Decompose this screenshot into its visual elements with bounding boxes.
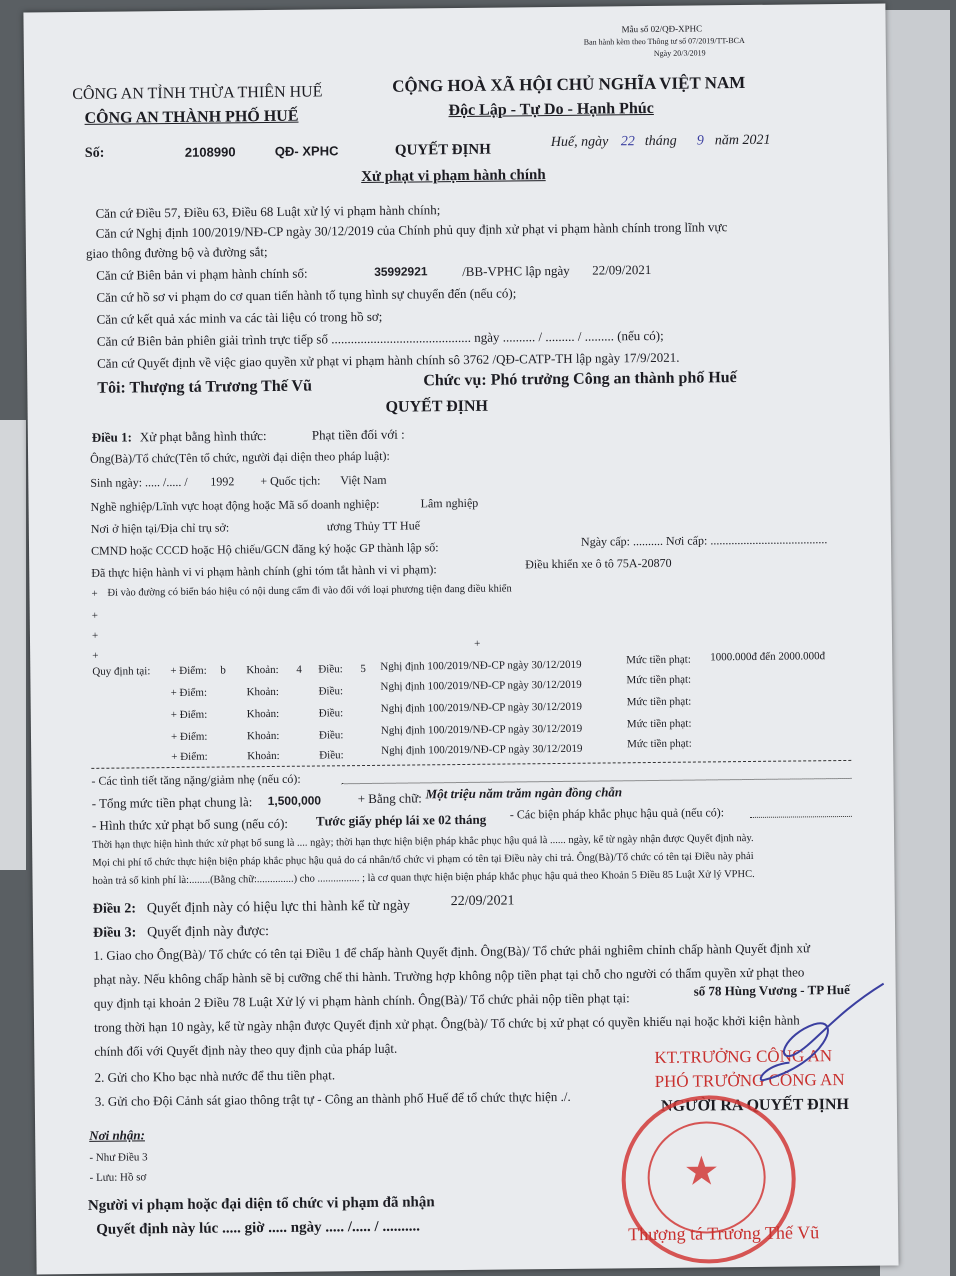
nationality-label: + Quốc tịch: xyxy=(260,473,321,489)
diem-label: + Điểm: xyxy=(170,664,207,678)
address-label: Nơi ở hiện tại/Địa chỉ trụ sở: xyxy=(90,520,230,536)
khoan-label: Khoản: xyxy=(246,685,279,699)
article-3-line-5: chính đối với Quyết định này theo quy định của pháp luật. xyxy=(94,1040,398,1059)
signer-name: Thượng tá Trương Thế Vũ xyxy=(628,1222,820,1245)
total-fine-label: - Tổng mức tiền phạt chung là: xyxy=(91,794,253,811)
article-2-label: Điều 2: xyxy=(92,901,137,917)
violation-vehicle: Điều khiển xe ô tô 75A-20870 xyxy=(525,555,672,572)
basis-5: Căn cứ kết quả xác minh va các tài liệu có trong hồ sơ; xyxy=(96,308,383,327)
basis-3-label: Căn cứ Biên bản vi phạm hành chính số: xyxy=(96,265,308,283)
national-motto: CỘNG HOÀ XÃ HỘI CHỦ NGHĨA VIỆT NAM xyxy=(392,72,746,96)
receipt-line-2: Quyết định này lúc ..... giờ ..... ngày ..... /..... / .......... xyxy=(96,1218,421,1238)
recipients-label: Nơi nhận: xyxy=(89,1127,146,1143)
officer-name: Tôi: Thượng tá Trương Thế Vũ xyxy=(97,377,313,397)
fine-range-label: Mức tiền phạt: xyxy=(626,695,692,709)
recipient-2: - Lưu: Hồ sơ xyxy=(89,1171,147,1184)
fine-range-label: Mức tiền phạt: xyxy=(626,673,692,687)
khoan-label: Khoản: xyxy=(247,749,280,763)
article-1-form: Xử phạt bằng hình thức: xyxy=(139,428,267,445)
violation-label: Đã thực hiện hành vi vi phạm hành chính (ghi tóm tắt hành vi vi phạm): xyxy=(91,562,437,580)
additional-penalty-value: Tước giấy phép lái xe 02 tháng xyxy=(315,811,487,829)
cost-line-1: Mọi chi phí tổ chức thực hiện biện pháp khắc phục hậu quả do cá nhân/tổ chức vi phạm có tên tại Điều này chi trả. Ông(Bà)/Tổ chức có tên tại Điều này phải xyxy=(92,850,754,869)
decree-ref: Nghị định 100/2019/NĐ-CP ngày 30/12/2019 xyxy=(380,658,582,673)
article-1-label: Điều 1: xyxy=(91,429,133,445)
deadline-line: Thời hạn thực hiện hình thức xử phạt bổ sung là .... ngày; thời hạn thực hiện biện pháp khắc phục hậu quả là ...... ngày, kể từ ngày nhận được Quyết định này. xyxy=(92,832,754,851)
agency-city: CÔNG AN THÀNH PHỐ HUẾ xyxy=(84,107,299,127)
decree-ref: Nghị định 100/2019/NĐ-CP ngày 30/12/2019 xyxy=(381,742,583,757)
basis-3-suffix: /BB-VPHC lập ngày xyxy=(462,262,570,279)
doc-number-suffix: QĐ- XPHC xyxy=(274,143,339,159)
form-issued-by: Ban hành kèm theo Thông tư số 07/2019/TT-BCA xyxy=(583,35,745,47)
decision-heading: QUYẾT ĐỊNH xyxy=(385,397,489,416)
article-2-text: Quyết định này có hiệu lực thi hành kể từ ngày xyxy=(146,898,411,917)
signature-authority: KT.TRƯỞNG CÔNG AN xyxy=(654,1046,833,1067)
plus-4: + xyxy=(92,649,99,662)
words-value: Một triệu năm trăm ngàn đồng chẵn xyxy=(425,784,623,802)
nationality: Việt Nam xyxy=(340,472,387,488)
decree-ref: Nghị định 100/2019/NĐ-CP ngày 30/12/2019 xyxy=(380,700,583,715)
date-month: 9 xyxy=(696,133,704,149)
person-line: Ông(Bà)/Tổ chức(Tên tổ chức, người đại diện theo pháp luật): xyxy=(90,448,390,466)
total-fine-value: 1,500,000 xyxy=(267,793,322,809)
diem-label: + Điểm: xyxy=(171,750,208,764)
form-code: Mẫu số 02/QĐ-XPHC xyxy=(621,23,703,35)
article-3-line-6: 2. Gửi cho Kho bạc nhà nước để thu tiền phạt. xyxy=(94,1067,336,1085)
article-3-line-3: quy định tại khoản 2 Điều 78 Luật Xử lý vi phạm hành chính. Ông(Bà)/ Tổ chức phải nộp tiền phạt tại: xyxy=(93,990,630,1011)
decree-ref: Nghị định 100/2019/NĐ-CP ngày 30/12/2019 xyxy=(380,722,583,737)
date-year: năm 2021 xyxy=(714,132,771,149)
fine-range-label: Mức tiền phạt: xyxy=(627,737,692,751)
payment-place: số 78 Hùng Vương - TP Huế xyxy=(693,981,850,999)
star-icon: ★ xyxy=(683,1148,720,1194)
basis-7: Căn cứ Quyết định về việc giao quyền xử phạt vi phạm hành chính sô 3762 /QĐ-CATP-TH lập ngày 17/9/2021. xyxy=(97,349,680,371)
officer-position: Chức vụ: Phó trưởng Công an thành phố Huế xyxy=(423,369,737,390)
basis-1: Căn cứ Điều 57, Điều 63, Điều 68 Luật xử lý vi phạm hành chính; xyxy=(95,202,441,221)
job: Lâm nghiệp xyxy=(420,495,479,511)
diem-label: + Điểm: xyxy=(170,686,208,700)
plus-3: + xyxy=(91,629,99,642)
fine-range-label: Mức tiền phạt: xyxy=(626,653,691,667)
motto-slogan: Độc Lập - Tự Do - Hạnh Phúc xyxy=(448,99,654,120)
date-day: 22 xyxy=(620,134,635,150)
regulation-label: Quy định tại: xyxy=(92,665,151,678)
effective-date: 22/09/2021 xyxy=(450,893,515,910)
khoan-label: Khoản: xyxy=(246,729,280,743)
article-3-line-7: 3. Gửi cho Đội Cảnh sát giao thông trật tự - Công an thành phố Huế để tổ chức thực hiện ./. xyxy=(94,1088,571,1109)
diem-label: + Điểm: xyxy=(170,730,208,744)
dieu-value: 5 xyxy=(360,662,366,676)
signature-mark xyxy=(693,963,894,1095)
dieu-label: Điều: xyxy=(318,707,344,720)
job-label: Nghề nghiệp/Lĩnh vực hoạt động hoặc Mã số doanh nghiệp: xyxy=(90,496,380,514)
article-3-intro: Quyết định này được: xyxy=(146,924,270,941)
record-number: 35992921 xyxy=(374,264,428,279)
dieu-label: Điều: xyxy=(318,729,344,742)
basis-2: Căn cứ Nghị định 100/2019/NĐ-CP ngày 30/12/2019 của Chính phủ quy định xử phạt vi phạm hành chính trong lĩnh vực xyxy=(95,219,728,241)
fine-range-value: 1000.000đ đến 2000.000đ xyxy=(710,650,826,664)
article-3-line-4: trong thời hạn 10 ngày, kể từ ngày nhận được Quyết định xử phạt. Ông(bà)/ Tổ chức bị xử phạt có quyền khiếu nại hoặc khởi kiện hành xyxy=(93,1012,800,1035)
khoan-label: Khoản: xyxy=(246,663,279,677)
diem-value: b xyxy=(220,664,226,677)
date-month-label: tháng xyxy=(644,133,677,150)
cost-line-2: hoàn trả số kinh phí là:........(Bằng chữ:..............) cho ................ ; là cơ quan thực hiện biện pháp khắc phục hậu quả theo Khoản 5 Điều 85 Luật Xử lý VPHC. xyxy=(92,868,755,887)
article-3-line-1: 1. Giao cho Ông(Bà)/ Tổ chức có tên tại Điều 1 để chấp hành Quyết định. Ông(Bà)/ Tổ chức phải nghiêm chỉnh chấp hành Quyết định xử xyxy=(93,940,811,963)
recipient-1: - Như Điều 3 xyxy=(89,1151,148,1164)
signature-title: NGƯỜI RA QUYẾT ĐỊNH xyxy=(660,1095,850,1115)
dieu-label: Điều: xyxy=(318,685,344,698)
form-date: Ngày 20/3/2019 xyxy=(653,48,706,58)
agency-province: CÔNG AN TỈNH THỪA THIÊN HUẾ xyxy=(72,83,323,104)
doc-subtitle: Xử phạt vi phạm hành chính xyxy=(361,167,546,186)
khoan-label: Khoản: xyxy=(246,707,280,721)
plus-1: + xyxy=(91,587,98,600)
decree-ref: Nghị định 100/2019/NĐ-CP ngày 30/12/2019 xyxy=(380,678,582,693)
plus-5: + xyxy=(473,637,481,650)
khoan-value: 4 xyxy=(296,663,302,676)
doc-title: QUYẾT ĐỊNH xyxy=(394,141,491,159)
basis-6: Căn cứ Biên bản phiên giải trình trực tiếp số ........................................... ngày .......... / ......... / ......... (nếu có); xyxy=(96,327,664,349)
fine-range-label: Mức tiền phạt: xyxy=(626,717,692,731)
additional-penalty-label: - Hình thức xử phạt bổ sung (nếu có): xyxy=(91,815,289,833)
doc-number: 2108990 xyxy=(184,144,236,160)
article-3-label: Điều 3: xyxy=(92,925,137,941)
violation-detail: Đi vào đường có biển báo hiệu có nội dung cấm đi vào đối với loại phương tiện đang điều khiển xyxy=(107,583,512,599)
aggravating-dots xyxy=(342,778,852,784)
article-1-fine: Phạt tiền đối với : xyxy=(311,426,405,443)
words-label: + Bằng chữ: xyxy=(357,790,422,807)
basis-2-cont: giao thông đường bộ và đường sắt; xyxy=(85,244,268,261)
dob-label: Sinh ngày: ..... /..... / xyxy=(90,474,188,490)
doc-number-label: Số: xyxy=(84,145,105,161)
remedy-label: - Các biện pháp khắc phục hậu quả (nếu có): xyxy=(509,805,725,822)
article-3-line-2: phạt này. Nếu không chấp hành sẽ bị cưỡng chế thi hành. Trường hợp không nộp tiền phạt tại chỗ cho người có thẩm quyền xử phạt theo xyxy=(93,964,805,987)
underlying-page-left xyxy=(0,420,26,870)
record-date: 22/09/2021 xyxy=(592,261,652,278)
signature-deputy: PHÓ TRƯỞNG CÔNG AN xyxy=(654,1070,845,1091)
address: ương Thủy TT Huế xyxy=(326,518,421,534)
dieu-label: Điều: xyxy=(319,749,344,762)
dob-year: 1992 xyxy=(210,474,235,489)
date-place: Huế, ngày xyxy=(550,134,609,151)
id-issue: Ngày cấp: .......... Nơi cấp: ....................................... xyxy=(580,532,828,549)
document-page xyxy=(23,4,898,1275)
remedy-dots xyxy=(750,816,852,818)
aggravating-factors: - Các tình tiết tăng nặng/giảm nhẹ (nếu có): xyxy=(91,771,301,788)
receipt-line-1: Người vi phạm hoặc đại diện tổ chức vi phạm đã nhận xyxy=(87,1194,435,1214)
basis-4: Căn cứ hồ sơ vi phạm do cơ quan tiến hành tố tụng hình sự chuyển đến (nếu có); xyxy=(96,285,517,305)
diem-label: + Điểm: xyxy=(170,708,208,722)
dieu-label: Điều: xyxy=(318,663,343,676)
plus-2: + xyxy=(91,609,99,622)
id-label: CMND hoặc CCCD hoặc Hộ chiếu/GCN đăng ký hoặc GP thành lập số: xyxy=(90,540,439,558)
